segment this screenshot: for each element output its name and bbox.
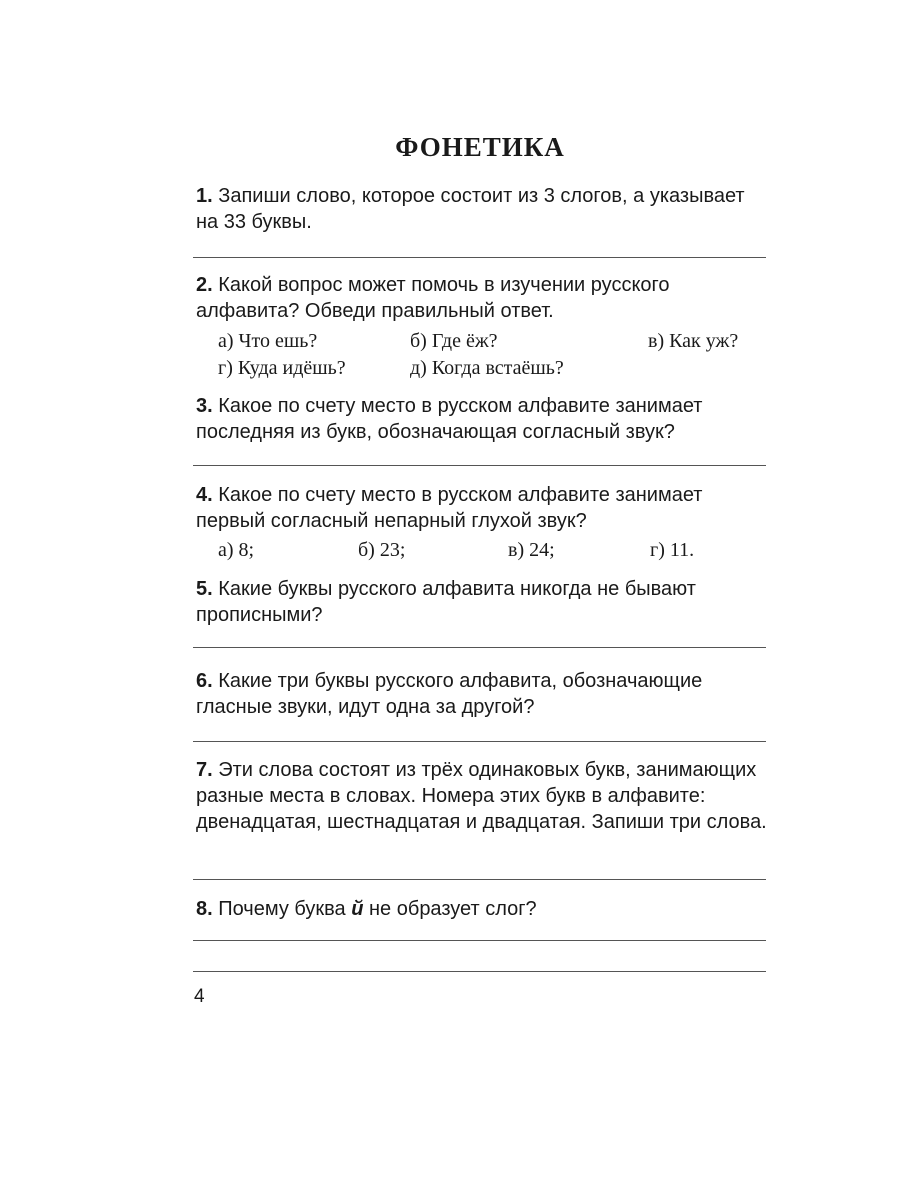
question-number: 8. — [196, 898, 213, 920]
question-text: Эти слова состоят из трёх одинаковых букв, занимающих разные места в словах. Номера этих букв в алфавите: двенадцатая, шестнадцатая и двадцатая. Запиши три слова. — [196, 759, 767, 833]
option-a: а) Что ешь? — [218, 330, 318, 352]
options-row — [218, 355, 766, 381]
options-row — [218, 537, 766, 563]
options-row — [218, 328, 766, 354]
page-number: 4 — [194, 986, 205, 1007]
question-1 — [196, 183, 768, 235]
question-4 — [196, 482, 768, 534]
answer-line — [193, 465, 766, 466]
option-b: б) Где ёж? — [410, 330, 498, 352]
question-text: Какое по счету место в русском алфавите занимает первый согласный непарный глухой звук? — [196, 484, 703, 532]
question-number: 1. — [196, 185, 213, 207]
question-number: 3. — [196, 395, 213, 417]
question-2 — [196, 272, 768, 324]
highlighted-letter: й — [351, 898, 364, 920]
page-title: ФОНЕТИКА — [395, 132, 565, 162]
option-g: г) Куда идёшь? — [218, 357, 346, 379]
question-3 — [196, 393, 768, 445]
question-7 — [196, 757, 768, 835]
option-v: в) 24; — [508, 539, 555, 561]
question-5 — [196, 576, 768, 628]
answer-line — [193, 741, 766, 742]
question-number: 4. — [196, 484, 213, 506]
answer-line — [193, 971, 766, 972]
question-6 — [196, 668, 768, 720]
answer-line — [193, 257, 766, 258]
option-d: д) Когда встаёшь? — [410, 357, 564, 379]
question-number: 2. — [196, 274, 213, 296]
option-v: в) Как уж? — [648, 330, 739, 352]
answer-line — [193, 879, 766, 880]
option-a: а) 8; — [218, 539, 255, 561]
question-number: 6. — [196, 670, 213, 692]
question-8 — [196, 896, 768, 922]
question-number: 5. — [196, 578, 213, 600]
option-g: г) 11. — [650, 539, 695, 561]
question-text: Какие буквы русского алфавита никогда не бывают прописными? — [196, 578, 696, 626]
answer-line — [193, 647, 766, 648]
question-text: Какой вопрос может помочь в изучении русского алфавита? Обведи правильный ответ. — [196, 274, 670, 322]
question-text-end: не образует слог? — [363, 898, 537, 920]
option-b: б) 23; — [358, 539, 406, 561]
question-number: 7. — [196, 759, 213, 781]
answer-line — [193, 940, 766, 941]
question-text-start: Почему буква — [218, 898, 352, 920]
question-text: Какое по счету место в русском алфавите занимает последняя из букв, обозначающая согласный звук? — [196, 395, 703, 443]
question-text: Какие три буквы русского алфавита, обозначающие гласные звуки, идут одна за другой? — [196, 670, 703, 718]
question-text: Запиши слово, которое состоит из 3 слогов, а указывает на 33 буквы. — [196, 185, 745, 233]
